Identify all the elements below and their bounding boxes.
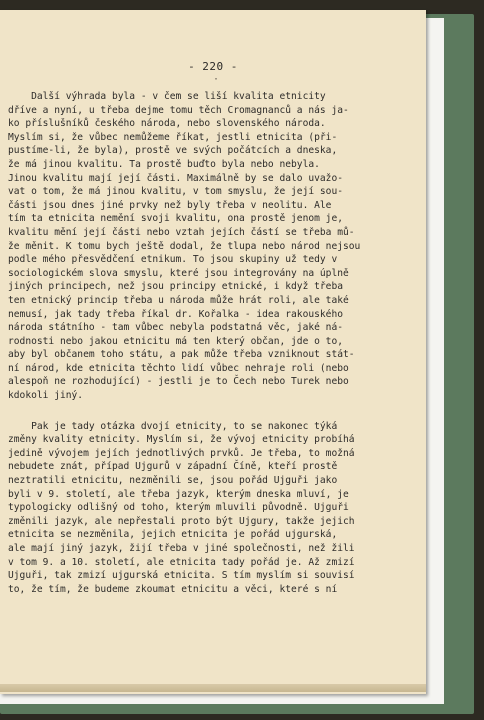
text-line: nemusí, jak tady třeba říkal dr. Kořalka - idea rakouského: [8, 308, 344, 320]
text-line: kdokoli jiný.: [8, 390, 84, 402]
book-page: [0, 10, 426, 694]
text-line: alespoň ne rozhodující) - jestli je to Čech nebo Turek nebo: [8, 376, 349, 388]
text-line: ale mají jiný jazyk, žijí třeba v jiné společnosti, než žili: [8, 543, 355, 554]
paragraph: [8, 420, 420, 597]
text-line: změnili jazyk, ale nepřestali proto být Ujgury, takže jejich: [8, 515, 355, 527]
page-body-text: [8, 90, 420, 596]
text-line: byli v 9. století, ale třeba jazyk, kterým dneska mluví, je: [8, 488, 349, 500]
text-line: Další výhrada byla - v čem se liší kvalita etnicity: [8, 91, 326, 102]
text-line: Jinou kvalitu mají její části. Maximálně by se dalo uvažo-: [8, 172, 344, 184]
paragraph: [8, 90, 420, 403]
ink-mark: ·: [213, 74, 220, 85]
page-number: - 220 -: [188, 60, 238, 73]
text-line: pustíme-li, že byla), prostě ve svých počátcích a dneska,: [8, 145, 338, 157]
page-edge: [0, 684, 426, 692]
text-line: jiných principech, než jsou principy etnické, i když třeba: [8, 281, 344, 293]
text-line: že měnit. K tomu bych ještě dodal, že tlupa nebo národ nejsou: [8, 240, 361, 252]
text-line: Pak je tady otázka dvojí etnicity, to se nakonec týká: [8, 420, 338, 432]
paragraph-gap: [8, 403, 420, 420]
text-line: tím ta etnicita nemění svoji kvalitu, ona prostě jenom je,: [8, 213, 344, 225]
text-line: aby byl občanem toho státu, a pak může třeba vzniknout stát-: [8, 349, 355, 361]
text-line: změny kvality etnicity. Myslím si, že vývoj etnicity probíhá: [8, 434, 355, 446]
text-line: ko příslušníků českého národa, nebo slovenského národa.: [8, 118, 326, 130]
text-line: vat o tom, že má jinou kvalitu, v tom smyslu, že její sou-: [8, 186, 344, 198]
text-line: národa státního - tam vůbec nebyla podstatná věc, jaké ná-: [8, 322, 344, 334]
text-line: Myslím si, že vůbec nemůžeme říkat, jestli etnicita (při-: [8, 131, 338, 143]
text-line: typologicky odlišný od toho, kterým mluvili původně. Ujguři: [8, 502, 349, 514]
text-line: že má jinou kvalitu. Ta prostě buďto byla nebo nebyla.: [8, 158, 320, 170]
text-line: jedině vývojem jejích jednotlivých prvků. Je třeba, to možná: [8, 447, 355, 459]
text-line: části jsou dnes jiné prvky než byly třeba v neolitu. Ale: [8, 199, 332, 211]
text-line: kvalitu mění její části nebo vztah jejích částí se třeba mů-: [8, 226, 355, 238]
text-line: etnicita se nezměnila, jejich etnicita je pořád ujgurská,: [8, 529, 338, 541]
text-line: ten etnický princip třeba u národa může hrát roli, ale také: [8, 294, 349, 306]
text-line: nebudete znát, případ Ujgurů v západní Číně, kteří prostě: [8, 461, 338, 473]
text-line: neztratili etnicitu, nezměnili se, jsou pořád Ujguři jako: [8, 475, 338, 487]
text-line: to, že tím, že budeme zkoumat etnicitu a věci, které s ní: [8, 583, 338, 595]
text-line: Ujguři, tak zmizí ujgurská etnicita. S tím myslím si souvisí: [8, 570, 355, 582]
text-line: v tom 9. a 10. století, ale etnicita tady pořád je. Až zmizí: [8, 556, 355, 568]
text-line: dříve a nyní, u třeba dejme tomu těch Cromagnanců a nás ja-: [8, 104, 349, 116]
text-line: podle mého přesvědčení etnikum. To jsou skupiny už tedy v: [8, 254, 338, 266]
text-line: sociologickém slova smyslu, které jsou integrovány na úplně: [8, 267, 349, 279]
text-line: ní národ, kde etnicita těchto lidí vůbec nehraje roli (nebo: [8, 362, 349, 374]
text-line: rodnosti nebo jakou etnicitu má ten který občan, jde o to,: [8, 335, 344, 347]
